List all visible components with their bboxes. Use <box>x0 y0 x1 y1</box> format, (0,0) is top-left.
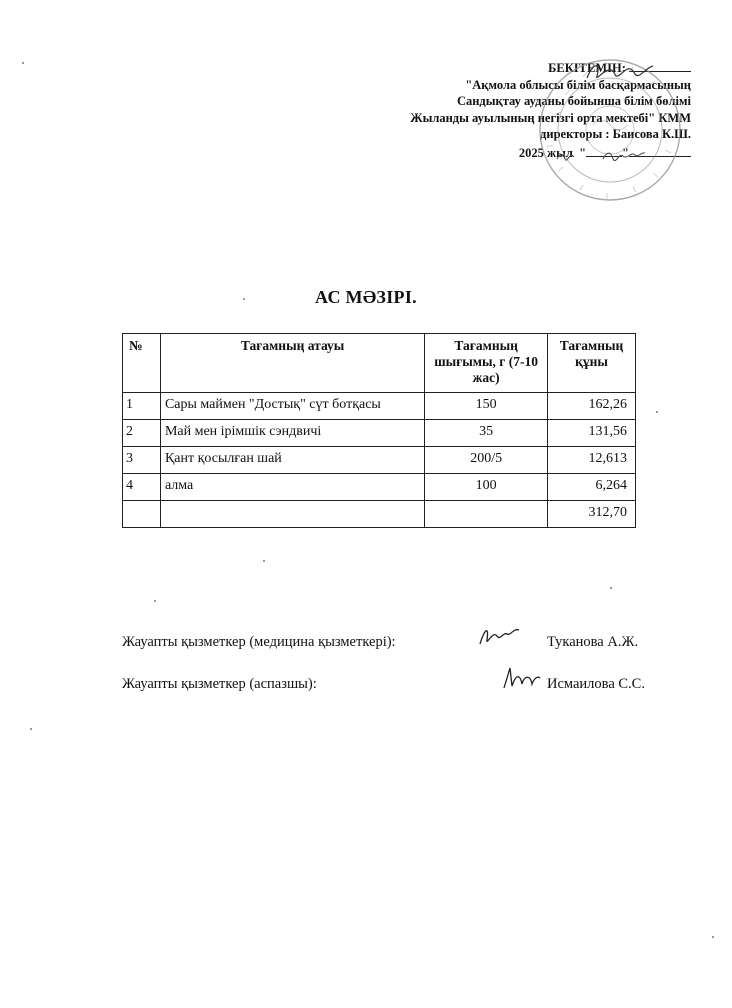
responsible-name: Исмаилова С.С. <box>547 676 645 692</box>
director-signature <box>583 58 658 86</box>
table-row <box>123 420 636 447</box>
dish-cost: 6,264 <box>548 474 636 501</box>
table-header-row <box>123 334 636 393</box>
dish-cost: 131,56 <box>548 420 636 447</box>
quote-close: " <box>622 145 629 160</box>
responsible-role: Жауапты қызметкер (аспазшы): <box>122 676 317 692</box>
director-line: директоры : Баисова К.Ш. <box>540 127 691 141</box>
dish-yield: 100 <box>425 474 548 501</box>
row-number: 4 <box>123 474 161 501</box>
scan-speck <box>712 936 714 938</box>
dish-yield: 150 <box>425 393 548 420</box>
dish-yield: 200/5 <box>425 447 548 474</box>
handwritten-date <box>553 145 663 167</box>
quote-open: " <box>579 145 587 160</box>
org-line-3: Жыланды ауылының негізгі орта мектебі" КММ <box>410 110 691 125</box>
total-empty-cell <box>123 501 161 528</box>
table-row <box>123 474 636 501</box>
approved-label: БЕКІТЕМІН: <box>548 61 626 75</box>
row-number: 2 <box>123 420 161 447</box>
medical-signature <box>477 622 522 650</box>
row-number: 3 <box>123 447 161 474</box>
dish-cost: 12,613 <box>548 447 636 474</box>
document-title: АС МӘЗІРІ. <box>315 287 417 307</box>
scan-speck <box>30 728 32 730</box>
responsible-role: Жауапты қызметкер (медицина қызметкері): <box>122 634 396 650</box>
org-line-2: Сандықтау ауданы бойынша білім бөлімі <box>456 94 691 108</box>
scan-speck <box>243 298 245 300</box>
org-line-1: "Ақмола облысы білім басқармасының <box>465 77 691 92</box>
total-empty-cell <box>425 501 548 528</box>
dish-name: алма <box>160 474 424 501</box>
scan-speck <box>656 411 658 413</box>
scan-speck <box>154 600 156 602</box>
responsible-medical <box>122 634 639 651</box>
scan-speck <box>22 62 24 64</box>
header-yield: Тағамның шығымы, г (7-10 жас) <box>425 334 548 393</box>
dish-name: Май мен ірімшік сэндвичі <box>160 420 424 447</box>
year-text: 2025 жыл <box>518 145 573 160</box>
header-number: № <box>123 334 161 393</box>
menu-table <box>122 333 636 528</box>
header-dish-name: Тағамның атауы <box>160 334 424 393</box>
table-row <box>123 393 636 420</box>
scan-speck <box>610 587 612 589</box>
total-empty-cell <box>160 501 424 528</box>
dish-name: Сары маймен "Достық" сүт ботқасы <box>160 393 424 420</box>
table-total-row <box>123 501 636 528</box>
responsible-cook <box>122 676 645 693</box>
table-row <box>123 447 636 474</box>
dish-name: Қант қосылған шай <box>160 447 424 474</box>
total-cost: 312,70 <box>548 501 636 528</box>
dish-cost: 162,26 <box>548 393 636 420</box>
cook-signature <box>500 664 542 694</box>
scan-speck <box>263 560 265 562</box>
dish-yield: 35 <box>425 420 548 447</box>
responsible-name: Туканова А.Ж. <box>547 634 639 650</box>
header-cost: Тағамның құны <box>548 334 636 393</box>
row-number: 1 <box>123 393 161 420</box>
